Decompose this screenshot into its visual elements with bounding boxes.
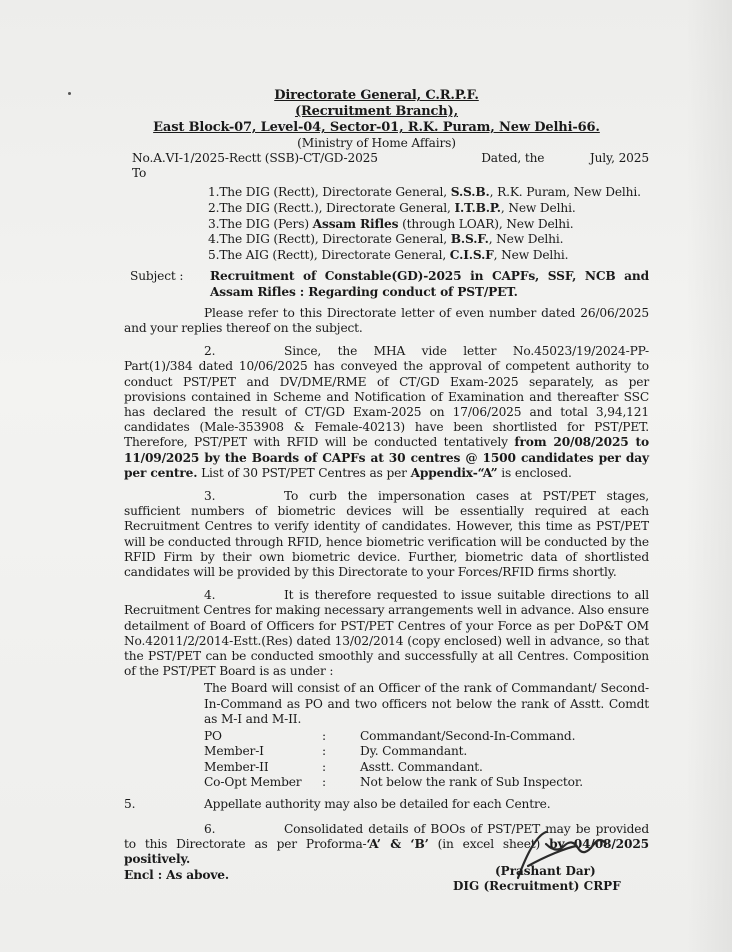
addressee-item: 5.The AIG (Rectt), Directorate General, C.I.S.F, New Delhi. [208, 247, 569, 262]
paragraph-2: 2. Since, the MHA vide letter No.45023/19/2024-PP-Part(1)/384 dated 10/06/2025 has conveyed the approval of competent authority to conduct PST/PET and DV/DME/RME of CT/GD Exam-2025 separately, as per provisions contained in Scheme and Notification of Examination and thereafter SSC has declared the result of CT/GD Exam-2025 on 17/06/2025 and total 3,94,121 candidates (Male-353908 & Female-40213) have been shortlisted for PST/PET. Therefore, PST/PET with RFID will be conducted tentatively from 20/08/2025 to 11/09/2025 by the Boards of CAPFs at 30 centres @ 1500 candidates per day per centre. List of 30 PST/PET Centres as per Appendix-“A” is enclosed. [124, 344, 649, 480]
board-row: Member-I : Dy. Commandant. [204, 744, 468, 759]
board-row: PO : Commandant/Second-In-Command. [204, 729, 576, 744]
board-composition: The Board will consist of an Officer of the rank of Commandant/ Second-In-Command as PO and two officers not below the rank of Asstt. Comdt as M-I and M-II. [204, 681, 649, 726]
header-branch: (Recruitment Branch), [294, 104, 458, 119]
signatory-designation: DIG (Recruitment) CRPF [453, 879, 621, 893]
subject-label: Subject : [130, 269, 184, 284]
board-row: Co-Opt Member : Not below the rank of Sub Inspector. [204, 775, 583, 790]
to-label: To [132, 166, 147, 181]
addressee-list [104, 185, 649, 263]
board-row: Member-II : Asstt. Commandant. [204, 759, 483, 774]
addressee-item: 4.The DIG (Rectt), Directorate General, B.S.F., New Delhi. [208, 232, 564, 247]
signatory-name: (Prashant Dar) [495, 864, 596, 878]
reference-date [481, 151, 649, 166]
signature-block [453, 864, 621, 894]
addressee-item: 2.The DIG (Rectt.), Directorate General, I.T.B.P., New Delhi. [208, 201, 576, 215]
letter-body [104, 88, 649, 883]
reference-line [104, 151, 649, 166]
page-shadow [686, 0, 732, 952]
reference-number: No.A.VI-1/2025-Rectt (SSB)-CT/GD-2025 [132, 151, 378, 165]
subject-text: Recruitment of Constable(GD)-2025 in CAPFs, SSF, NCB and Assam Rifles : Regarding conduct of PST/PET. [210, 269, 649, 299]
addressee-item: 1.The DIG (Rectt), Directorate General, S.S.B., R.K. Puram, New Delhi. [208, 185, 641, 200]
subject-block [104, 269, 649, 299]
page-speck [68, 92, 71, 95]
paragraph-5: 5. Appellate authority may also be detailed for each Centre. [124, 796, 551, 811]
enclosure-note: Encl : As above. [124, 867, 229, 882]
dated-label: Dated, the [481, 151, 545, 165]
board-table [104, 729, 649, 791]
header-directorate: Directorate General, C.R.P.F. [274, 88, 479, 103]
paragraph-6: 6. Consolidated details of BOOs of PST/PET may be provided to this Directorate as per Proforma-‘A’ & ‘B’ (in excel sheet) by 04/08/2025 positively. [124, 821, 649, 867]
paragraph-3: 3. To curb the impersonation cases at PST/PET stages, sufficient numbers of biometric devices will be essentially required at each Recruitment Centres to verify identity of candidates. However, this time as PST/PET will be conducted through RFID, hence biometric verification will be conducted by the RFID Firm by their own biometric device. Further, biometric data of shortlisted candidates will be provided by this Directorate to your Forces/RFID firms shortly. [124, 489, 649, 580]
header-address: East Block-07, Level-04, Sector-01, R.K. Puram, New Delhi-66. [153, 120, 600, 135]
date-month-year: July, 2025 [589, 151, 649, 165]
header-ministry: (Ministry of Home Affairs) [297, 136, 456, 150]
paragraph-1: Please refer to this Directorate letter of even number dated 26/06/2025 and your replies thereof on the subject. [124, 305, 649, 335]
addressee-item: 3.The DIG (Pers) Assam Rifles (through LOAR), New Delhi. [208, 216, 574, 231]
paragraph-4: 4. It is therefore requested to issue suitable directions to all Recruitment Centres for making necessary arrangements well in advance. Also ensure detailment of Board of Officers for PST/PET Centres of your Force as per DoP&T OM No.42011/2/2014-Estt.(Res) dated 13/02/2014 (copy enclosed) well in advance, so that the PST/PET can be conducted smoothly and successfully at all Centres. Composition of the PST/PET Board is as under : [124, 588, 649, 679]
